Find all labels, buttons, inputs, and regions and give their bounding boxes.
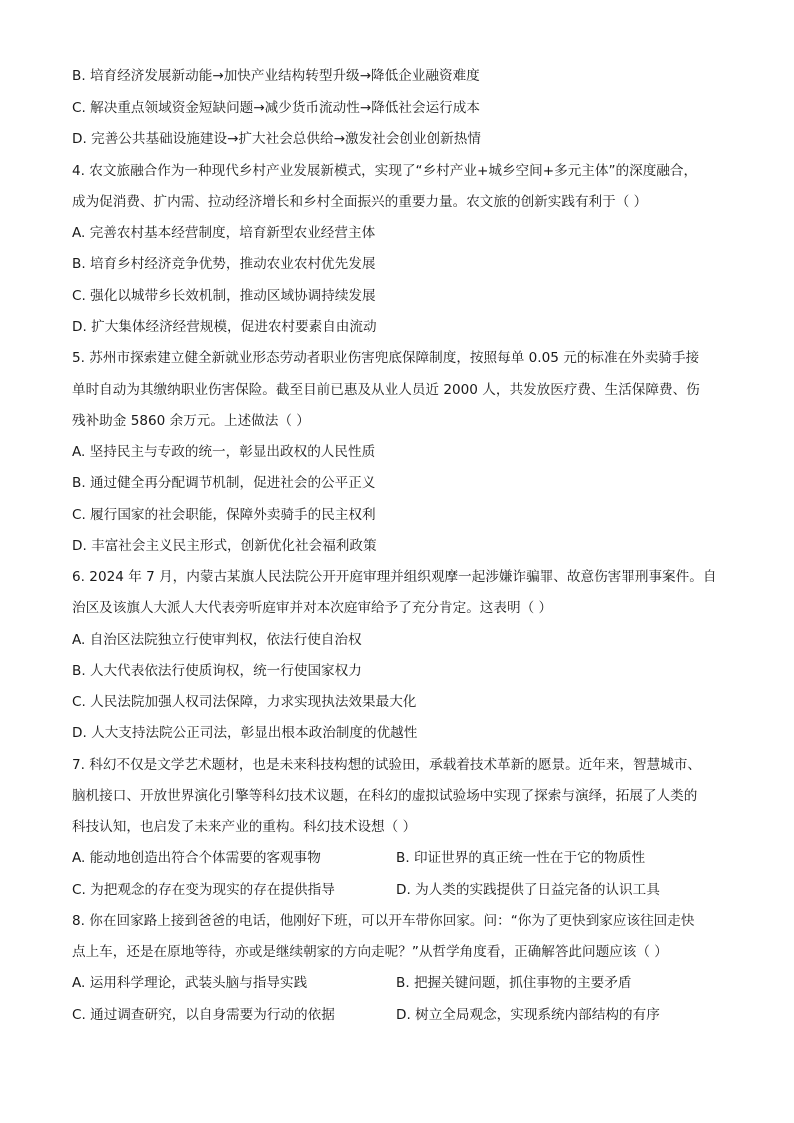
q8-stem-line-2: 点上车，还是在原地等待，亦或是继续朝家的方向走呢？”从哲学角度看，正确解答此问题应该（ ） bbox=[72, 944, 668, 960]
q8-option-a: A. 运用科学理论，武装头脑与指导实践 bbox=[72, 975, 308, 991]
q7-option-a: A. 能动地创造出符合个体需要的客观事物 bbox=[72, 850, 321, 866]
q6-option-a: A. 自治区法院独立行使审判权，依法行使自治权 bbox=[72, 632, 362, 648]
q7-option-b: B. 印证世界的真正统一性在于它的物质性 bbox=[396, 850, 646, 866]
q8-option-b: B. 把握关键问题，抓住事物的主要矛盾 bbox=[396, 975, 632, 991]
q5-option-d: D. 丰富社会主义民主形式，创新优化社会福利政策 bbox=[72, 538, 377, 554]
q3-option-b: B. 培育经济发展新动能→加快产业结构转型升级→降低企业融资难度 bbox=[72, 68, 480, 84]
q7-option-c: C. 为把观念的存在变为现实的存在提供指导 bbox=[72, 882, 335, 898]
q7-stem-line-1: 7. 科幻不仅是文学艺术题材，也是未来科技构想的试验田，承载着技术革新的愿景。近年来，智慧城市、 bbox=[72, 757, 702, 773]
q7-option-d: D. 为人类的实践提供了日益完备的认识工具 bbox=[396, 882, 660, 898]
q5-stem-line-1: 5. 苏州市探索建立健全新就业形态劳动者职业伤害兜底保障制度，按照每单 0.05 元的标准在外卖骑手接 bbox=[72, 350, 700, 366]
q4-stem-line-2: 成为促消费、扩内需、拉动经济增长和乡村全面振兴的重要力量。农文旅的创新实践有利于（ ） bbox=[72, 194, 648, 210]
q5-option-b: B. 通过健全再分配调节机制，促进社会的公平正义 bbox=[72, 475, 376, 491]
q4-option-a: A. 完善农村基本经营制度，培育新型农业经营主体 bbox=[72, 225, 376, 241]
q7-stem-line-3: 科技认知，也启发了未来产业的重构。科幻技术设想（ ） bbox=[72, 819, 417, 835]
q5-stem-line-2: 单时自动为其缴纳职业伤害保险。截至目前已惠及从业人员近 2000 人，共发放医疗费、生活保障费、伤 bbox=[72, 382, 700, 398]
q6-option-d: D. 人大支持法院公正司法，彰显出根本政治制度的优越性 bbox=[72, 725, 418, 741]
q8-option-c: C. 通过调查研究，以自身需要为行动的依据 bbox=[72, 1007, 335, 1023]
q4-option-b: B. 培育乡村经济竞争优势，推动农业农村优先发展 bbox=[72, 256, 376, 272]
q6-stem-line-1: 6. 2024 年 7 月，内蒙古某旗人民法院公开开庭审理并组织观摩一起涉嫌诈骗罪、故意伤害罪刑事案件。自 bbox=[72, 569, 717, 585]
q5-stem-line-3: 残补助金 5860 余万元。上述做法（ ） bbox=[72, 413, 310, 429]
q6-option-b: B. 人大代表依法行使质询权，统一行使国家权力 bbox=[72, 663, 362, 679]
q7-stem-line-2: 脑机接口、开放世界演化引擎等科幻技术议题，在科幻的虚拟试验场中实现了探索与演绎，拓展了人类的 bbox=[72, 788, 698, 804]
q8-option-d: D. 树立全局观念，实现系统内部结构的有序 bbox=[396, 1007, 660, 1023]
q4-option-d: D. 扩大集体经济经营规模，促进农村要素自由流动 bbox=[72, 319, 377, 335]
q3-option-c: C. 解决重点领域资金短缺问题→减少货币流动性→降低社会运行成本 bbox=[72, 100, 480, 116]
q5-option-a: A. 坚持民主与专政的统一，彰显出政权的人民性质 bbox=[72, 444, 376, 460]
q4-option-c: C. 强化以城带乡长效机制，推动区域协调持续发展 bbox=[72, 288, 376, 304]
q3-option-d: D. 完善公共基础设施建设→扩大社会总供给→激发社会创业创新热情 bbox=[72, 131, 481, 147]
q5-option-c: C. 履行国家的社会职能，保障外卖骑手的民主权利 bbox=[72, 507, 376, 523]
q4-stem-line-1: 4. 农文旅融合作为一种现代乡村产业发展新模式，实现了“乡村产业+城乡空间+多元主体”的深度融合， bbox=[72, 163, 698, 179]
q6-stem-line-2: 治区及该旗人大派人大代表旁听庭审并对本次庭审给予了充分肯定。这表明（ ） bbox=[72, 600, 553, 616]
q8-stem-line-1: 8. 你在回家路上接到爸爸的电话，他刚好下班，可以开车带你回家。问：“你为了更快到家应该往回走快 bbox=[72, 913, 695, 929]
q6-option-c: C. 人民法院加强人权司法保障，力求实现执法效果最大化 bbox=[72, 694, 417, 710]
